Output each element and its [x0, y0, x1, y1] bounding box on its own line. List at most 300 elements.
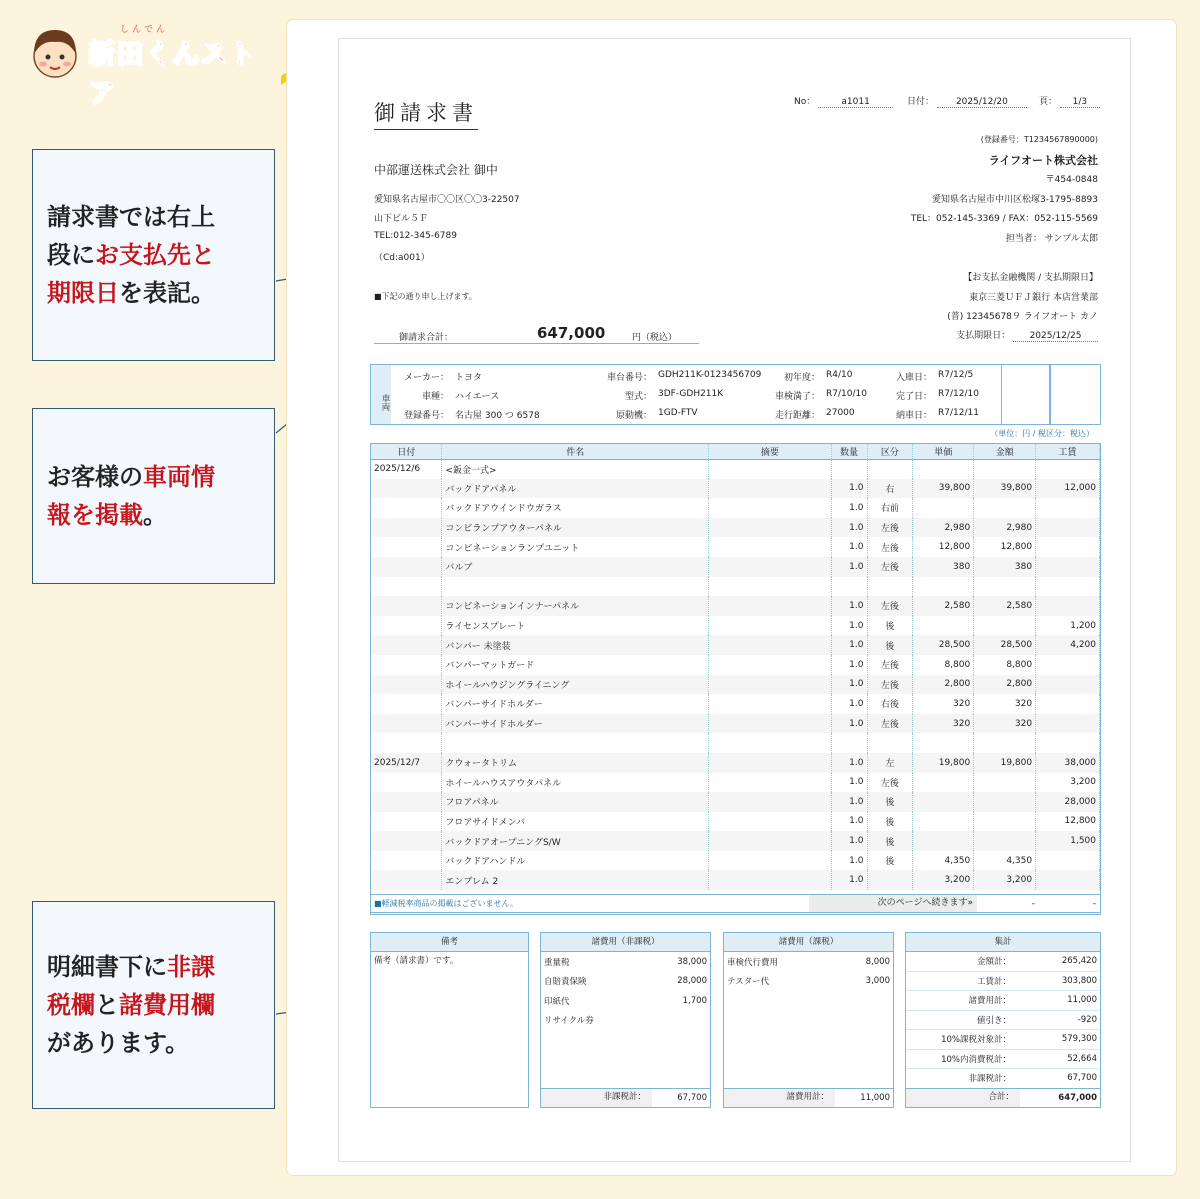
table-cell: 1.0	[831, 714, 867, 734]
payment-account: (普) 12345678９ ライフオート カノ	[947, 312, 1098, 322]
vehicle-stamp-box-2	[1050, 364, 1101, 425]
table-cell	[709, 831, 831, 851]
table-row	[371, 812, 1100, 832]
table-cell: 3,200	[1036, 773, 1100, 793]
table-row	[371, 792, 1100, 812]
nontax-total-label: 非課税計：	[541, 1089, 652, 1107]
table-cell	[913, 792, 974, 812]
vehicle-value: トヨタ	[455, 373, 483, 383]
vehicle-label: 完了日：	[895, 392, 932, 402]
vehicle-label: 車種：	[421, 392, 449, 402]
vehicle-side-label: 車両	[371, 365, 391, 424]
table-cell: 1.0	[831, 694, 867, 714]
summary-value: -920	[1077, 1014, 1097, 1025]
fees-row	[724, 972, 893, 992]
summary-label: 10%課税対象計：	[941, 1035, 1011, 1046]
table-cell	[371, 831, 442, 851]
table-cell: 1.0	[831, 792, 867, 812]
vehicle-label: 車検満了：	[774, 392, 820, 402]
table-cell	[371, 851, 442, 871]
table-row	[371, 831, 1100, 851]
note-line	[47, 948, 215, 986]
table-cell	[974, 733, 1036, 753]
table-cell: バンパーサイドホルダー	[442, 694, 709, 714]
note-highlight: 期限日	[47, 279, 119, 307]
invoice-page: 頁： 1/3	[1039, 94, 1100, 108]
table-cell: 1.0	[831, 851, 867, 871]
vehicle-value: 名古屋 300 つ 6578	[455, 411, 540, 421]
table-cell	[1036, 577, 1100, 597]
table-cell: フロアパネル	[442, 792, 709, 812]
tax-reduced-note: ■軽減税率商品の掲載はございません。	[374, 899, 519, 908]
vehicle-value: R4/10	[826, 370, 853, 380]
note-text: 明細書下に	[47, 953, 167, 981]
table-row	[371, 655, 1100, 675]
table-cell	[371, 792, 442, 812]
fees-total-label: 諸費用計：	[724, 1089, 835, 1107]
column-header: 金額	[974, 444, 1036, 459]
summary-total: 647,000	[1058, 1093, 1097, 1103]
vehicle-value: ハイエース	[455, 392, 500, 402]
table-row	[371, 753, 1100, 773]
table-cell: 後	[867, 792, 913, 812]
table-cell: エンブレム 2	[442, 870, 709, 890]
customer-tel: TEL:012-345-6789	[374, 231, 457, 241]
summary-row	[906, 1011, 1100, 1031]
vehicle-value: R7/12/5	[938, 370, 974, 380]
table-cell	[442, 733, 709, 753]
nontax-label: リサイクル券	[544, 1016, 594, 1027]
note-highlight: 税欄	[47, 991, 95, 1019]
summary-label: 値引き：	[976, 1015, 1011, 1026]
table-cell: 380	[974, 557, 1036, 577]
table-row	[371, 733, 1100, 753]
table-cell	[709, 498, 831, 518]
table-cell: 2,580	[913, 596, 974, 616]
note-line	[47, 198, 215, 236]
table-cell: ホイールハウジングライニング	[442, 675, 709, 695]
table-cell	[1036, 694, 1100, 714]
table-cell: 4,350	[913, 851, 974, 871]
table-cell: 1,200	[1036, 616, 1100, 636]
column-header: 件名	[442, 444, 709, 459]
table-cell: 1.0	[831, 537, 867, 557]
nontax-row	[541, 952, 710, 972]
store-logo	[28, 22, 278, 109]
summary-value: 579,300	[1061, 1034, 1097, 1045]
table-cell	[371, 870, 442, 890]
note-text: 段に	[47, 241, 95, 269]
table-cell: 320	[974, 694, 1036, 714]
invoice-document	[338, 38, 1131, 1162]
table-cell: 左後	[867, 773, 913, 793]
table-cell: 28,500	[974, 635, 1036, 655]
vehicle-value: 1GD-FTV	[658, 408, 698, 418]
table-cell	[974, 773, 1036, 793]
table-cell	[1036, 655, 1100, 675]
total-amount: 647,000	[537, 324, 606, 342]
fees-label: テスター代	[727, 977, 770, 988]
table-cell	[709, 655, 831, 675]
table-cell	[913, 773, 974, 793]
table-cell: クウォータトリム	[442, 753, 709, 773]
table-cell	[1036, 733, 1100, 753]
table-cell: 後	[867, 851, 913, 871]
summary-row	[906, 1050, 1100, 1070]
table-cell	[371, 537, 442, 557]
table-cell	[709, 870, 831, 890]
fees-value: 8,000	[865, 956, 890, 967]
next-page-note: 次のページへ続きます»	[809, 895, 977, 912]
note-highlight: 諸費用欄	[119, 991, 215, 1019]
table-cell: 320	[913, 694, 974, 714]
table-cell: 左後	[867, 557, 913, 577]
table-cell: 1.0	[831, 675, 867, 695]
table-cell	[867, 733, 913, 753]
table-cell: コンビネーションインナーパネル	[442, 596, 709, 616]
table-cell: バンパー 未塗装	[442, 635, 709, 655]
table-cell: 左後	[867, 655, 913, 675]
table-cell: 右	[867, 479, 913, 499]
nontax-row	[541, 972, 710, 992]
table-cell: 12,000	[1036, 479, 1100, 499]
table-cell	[974, 812, 1036, 832]
summary-value: 265,420	[1061, 956, 1097, 967]
table-cell	[831, 577, 867, 597]
table-cell: 1.0	[831, 498, 867, 518]
table-cell	[709, 694, 831, 714]
vehicle-label: メーカー：	[404, 373, 449, 383]
table-row	[371, 537, 1100, 557]
note-text: を表記。	[119, 279, 215, 307]
table-cell	[913, 812, 974, 832]
table-cell: 1.0	[831, 557, 867, 577]
table-cell	[709, 773, 831, 793]
table-row	[371, 498, 1100, 518]
table-cell	[371, 714, 442, 734]
summary-label: 金額計：	[976, 957, 1011, 968]
table-cell: 3,200	[974, 870, 1036, 890]
table-cell: 後	[867, 635, 913, 655]
nontax-total: 67,700	[677, 1093, 707, 1103]
note-payment	[32, 149, 275, 361]
table-cell	[371, 675, 442, 695]
table-cell: 左後	[867, 518, 913, 538]
vehicle-label: 初年度：	[783, 373, 820, 383]
table-cell: 8,800	[913, 655, 974, 675]
note-line	[47, 458, 215, 496]
table-cell: 39,800	[974, 479, 1036, 499]
table-cell	[371, 518, 442, 538]
table-row	[371, 694, 1100, 714]
table-cell: 1.0	[831, 479, 867, 499]
summary-label: 工賃計：	[976, 976, 1011, 987]
table-cell: 後	[867, 616, 913, 636]
table-cell	[709, 675, 831, 695]
table-cell	[1036, 870, 1100, 890]
note-line	[47, 236, 215, 274]
table-cell: 1.0	[831, 773, 867, 793]
items-table	[371, 444, 1100, 890]
column-header: 摘要	[709, 444, 831, 459]
issuer-address: 愛知県名古屋市中川区松塚3-1795-8893	[931, 195, 1098, 205]
table-cell	[709, 792, 831, 812]
issuer-zip: 〒454-0848	[1045, 175, 1098, 185]
table-cell	[867, 459, 913, 479]
vehicle-label: 登録番号：	[403, 411, 449, 421]
table-cell: コンビランプアウターパネル	[442, 518, 709, 538]
table-row	[371, 616, 1100, 636]
table-cell: 1.0	[831, 655, 867, 675]
table-cell	[1036, 518, 1100, 538]
table-cell: 28,000	[1036, 792, 1100, 812]
table-cell: 8,800	[974, 655, 1036, 675]
intro-text: ■下記の通り申し上げます。	[374, 292, 477, 301]
table-row	[371, 675, 1100, 695]
vehicle-value: 3DF-GDH211K	[658, 389, 724, 399]
table-cell	[371, 694, 442, 714]
table-cell	[709, 753, 831, 773]
note-line	[47, 986, 215, 1024]
table-cell	[371, 479, 442, 499]
payment-bank: 東京三菱ＵＦＪ銀行 本店営業部	[969, 293, 1098, 303]
invoice-number: No： a1011	[794, 94, 893, 108]
nontax-label: 印紙代	[544, 996, 570, 1007]
table-cell: バックドアオープニングS/W	[442, 831, 709, 851]
table-cell: 2025/12/6	[371, 459, 442, 479]
table-cell: 左	[867, 753, 913, 773]
table-cell	[371, 635, 442, 655]
fees-row	[724, 952, 893, 972]
nontax-title: 諸費用（非課税）	[541, 933, 710, 952]
summary-box	[905, 932, 1101, 1108]
table-cell: 2025/12/7	[371, 753, 442, 773]
vehicle-label: 入庫日：	[895, 373, 932, 383]
table-cell: ライセンスプレート	[442, 616, 709, 636]
table-cell	[867, 870, 913, 890]
customer-name: 中部運送株式会社 御中	[374, 163, 498, 177]
summary-label: 非課税計：	[968, 1074, 1011, 1085]
fees-label: 車検代行費用	[727, 957, 779, 968]
issuer-name: ライフオート株式会社	[988, 154, 1098, 167]
customer-code: （Cd:a001）	[374, 253, 430, 263]
table-cell	[371, 557, 442, 577]
table-cell: バンパーマットガード	[442, 655, 709, 675]
table-cell: 1.0	[831, 596, 867, 616]
nontax-value: 1,700	[682, 995, 707, 1006]
table-cell: 12,800	[1036, 812, 1100, 832]
table-cell	[1036, 596, 1100, 616]
table-cell: 4,350	[974, 851, 1036, 871]
table-cell	[974, 792, 1036, 812]
table-cell	[709, 812, 831, 832]
table-cell: 12,800	[913, 537, 974, 557]
table-cell	[913, 577, 974, 597]
column-header: 工賃	[1036, 444, 1100, 459]
summary-row	[906, 1030, 1100, 1050]
table-cell	[974, 498, 1036, 518]
table-cell: バックドアパネル	[442, 479, 709, 499]
issuer-tel: TEL：052-145-3369 / FAX：052-115-5569	[910, 214, 1098, 224]
table-cell	[709, 733, 831, 753]
table-cell	[913, 733, 974, 753]
summary-value: 52,664	[1067, 1053, 1097, 1064]
table-cell	[709, 459, 831, 479]
summary-total-label: 合計：	[906, 1089, 1020, 1107]
payment-due: 支払期限日： 2025/12/25	[956, 328, 1098, 342]
table-cell	[709, 596, 831, 616]
table-cell: コンビネーションランプユニット	[442, 537, 709, 557]
table-cell	[913, 459, 974, 479]
logo-ruby: しんでん	[120, 25, 169, 35]
invoice-title: 御請求書	[374, 97, 478, 130]
vehicle-label: 型式：	[624, 392, 652, 402]
table-cell	[371, 812, 442, 832]
table-cell	[1036, 675, 1100, 695]
footer-labor-dash: -	[1092, 898, 1096, 909]
remarks-box	[370, 932, 529, 1108]
table-cell: 19,800	[974, 753, 1036, 773]
vehicle-label: 車台番号：	[606, 373, 652, 383]
summary-value: 67,700	[1067, 1073, 1097, 1084]
logo-text: 新田くんストア	[88, 39, 256, 109]
table-cell: 1.0	[831, 518, 867, 538]
table-cell	[1036, 557, 1100, 577]
table-cell	[709, 635, 831, 655]
vehicle-value: R7/12/11	[938, 408, 979, 418]
table-cell: 320	[974, 714, 1036, 734]
table-cell: 2,800	[974, 675, 1036, 695]
vehicle-label: 納車日：	[895, 411, 932, 421]
table-cell	[709, 616, 831, 636]
summary-value: 303,800	[1061, 975, 1097, 986]
table-cell: 2,580	[974, 596, 1036, 616]
table-cell	[442, 577, 709, 597]
note-highlight: 非課	[167, 953, 215, 981]
vehicle-label: 原動機：	[615, 411, 652, 421]
table-row	[371, 596, 1100, 616]
table-cell: 右前	[867, 498, 913, 518]
column-header: 単価	[913, 444, 974, 459]
table-cell: ホイールハウスアウタパネル	[442, 773, 709, 793]
table-row	[371, 479, 1100, 499]
customer-address: 愛知県名古屋市〇〇区〇〇3-22507	[374, 195, 520, 205]
table-cell: 左後	[867, 596, 913, 616]
note-highlight: 車両情	[143, 463, 215, 491]
table-cell	[831, 733, 867, 753]
note-highlight: 報を掲載	[47, 501, 143, 529]
summary-row	[906, 1069, 1100, 1089]
remarks-title: 備考	[371, 933, 528, 952]
table-cell	[709, 714, 831, 734]
table-cell: 2,980	[974, 518, 1036, 538]
table-cell	[974, 577, 1036, 597]
table-cell: 2,800	[913, 675, 974, 695]
vehicle-value: 27000	[826, 408, 855, 418]
table-cell	[974, 616, 1036, 636]
table-row	[371, 851, 1100, 871]
table-cell: 28,500	[913, 635, 974, 655]
table-cell: フロアサイドメンバ	[442, 812, 709, 832]
table-cell: 1.0	[831, 812, 867, 832]
table-cell	[371, 655, 442, 675]
table-cell: <鈑金一式>	[442, 459, 709, 479]
table-cell	[371, 577, 442, 597]
table-footer	[370, 894, 1101, 913]
column-header: 日付	[371, 444, 442, 459]
remarks-text: 備考（請求書）です。	[374, 956, 459, 966]
table-cell: 3,200	[913, 870, 974, 890]
nontax-value: 28,000	[677, 976, 707, 987]
table-cell: 19,800	[913, 753, 974, 773]
invoice-date: 日付： 2025/12/20	[907, 94, 1027, 108]
table-cell	[831, 459, 867, 479]
note-text: と	[95, 991, 119, 1019]
vehicle-stamp-box-1	[1001, 364, 1050, 425]
table-cell: 後	[867, 831, 913, 851]
unit-note: （単位：円 / 税区分：税込）	[990, 429, 1094, 438]
table-row	[371, 870, 1100, 890]
column-header: 数量	[831, 444, 867, 459]
total-unit: 円（税込）	[632, 333, 678, 343]
fees-value: 3,000	[865, 976, 890, 987]
table-cell	[1036, 459, 1100, 479]
note-highlight: お支払先と	[95, 241, 215, 269]
table-cell	[913, 616, 974, 636]
table-cell: 2,980	[913, 518, 974, 538]
table-cell: 39,800	[913, 479, 974, 499]
total-label: 御請求合計：	[399, 333, 454, 343]
table-row	[371, 459, 1100, 479]
table-cell: 1.0	[831, 635, 867, 655]
table-cell	[709, 557, 831, 577]
table-row	[371, 518, 1100, 538]
summary-row	[906, 991, 1100, 1011]
table-cell: 12,800	[974, 537, 1036, 557]
summary-value: 11,000	[1067, 995, 1097, 1006]
fees-total: 11,000	[860, 1093, 890, 1103]
table-cell: 38,000	[1036, 753, 1100, 773]
table-row	[371, 577, 1100, 597]
table-cell	[371, 733, 442, 753]
payment-title: 【お支払金融機関 / 支払期限日】	[963, 273, 1098, 283]
table-cell: 右後	[867, 694, 913, 714]
fees-box	[723, 932, 894, 1108]
note-text: があります。	[47, 1029, 190, 1057]
nontax-box	[540, 932, 711, 1108]
footer-amount-dash: -	[1031, 898, 1035, 909]
table-cell: 1.0	[831, 870, 867, 890]
summary-label: 10%内消費税計：	[941, 1054, 1011, 1065]
summary-label: 諸費用計：	[968, 996, 1011, 1007]
table-cell	[974, 831, 1036, 851]
table-cell	[709, 479, 831, 499]
note-line	[47, 496, 215, 534]
boy-face-icon	[28, 26, 82, 80]
note-nontax	[32, 901, 275, 1109]
table-cell: 320	[913, 714, 974, 734]
table-cell	[709, 851, 831, 871]
items-table-box	[370, 443, 1101, 915]
table-cell: バンパーサイドホルダー	[442, 714, 709, 734]
note-line	[47, 1024, 215, 1062]
nontax-row	[541, 991, 710, 1011]
table-cell: 1.0	[831, 616, 867, 636]
table-cell: 後	[867, 812, 913, 832]
nontax-label: 自賠責保険	[544, 977, 587, 988]
table-cell	[709, 537, 831, 557]
table-row	[371, 714, 1100, 734]
